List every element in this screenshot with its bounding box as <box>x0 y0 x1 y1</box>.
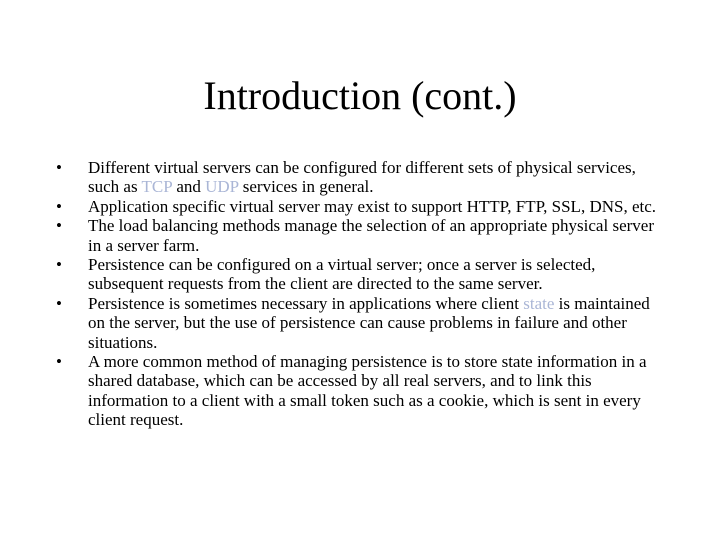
bullet-text: and <box>172 177 206 197</box>
slide-title: Introduction (cont.) <box>203 73 517 118</box>
bullet-dot: • <box>56 293 62 313</box>
bullet-item <box>56 255 666 294</box>
bullet-item <box>56 216 666 255</box>
bullet-item <box>56 197 666 216</box>
bullet-text: Persistence is sometimes necessary in applications where client <box>88 293 524 313</box>
bullet-item <box>56 158 666 197</box>
bullet-list <box>56 158 666 430</box>
state-link[interactable]: state <box>523 293 555 313</box>
bullet-text: is maintained on the server, but the use of persistence can cause problems in failure and other situations. <box>88 293 650 352</box>
bullet-text: Application specific virtual server may exist to support HTTP, FTP, SSL, DNS, etc. <box>88 196 657 216</box>
bullet-text: The load balancing methods manage the selection of an appropriate physical server in a server farm. <box>88 216 654 255</box>
bullet-item <box>56 294 666 352</box>
bullet-dot: • <box>56 352 62 372</box>
bullet-text: services in general. <box>238 177 374 197</box>
bullet-dot: • <box>56 196 62 216</box>
bullet-dot: • <box>56 255 62 275</box>
bullet-text: Persistence can be configured on a virtual server; once a server is selected, subsequent requests from the client are directed to the same server. <box>88 255 596 294</box>
udp-link[interactable]: UDP <box>205 177 239 197</box>
bullet-dot: • <box>56 216 62 236</box>
bullet-item <box>56 352 666 430</box>
bullet-dot: • <box>56 158 62 177</box>
tcp-link[interactable]: TCP <box>141 177 173 197</box>
bullet-text: Different virtual servers can be configured for different sets of physical services, such as <box>88 158 636 197</box>
bullet-text: A more common method of managing persistence is to store state information in a shared database, which can be accessed by all real servers, and to link this information to a client with a small token such as a cookie, which is sent in every client request. <box>88 352 647 430</box>
